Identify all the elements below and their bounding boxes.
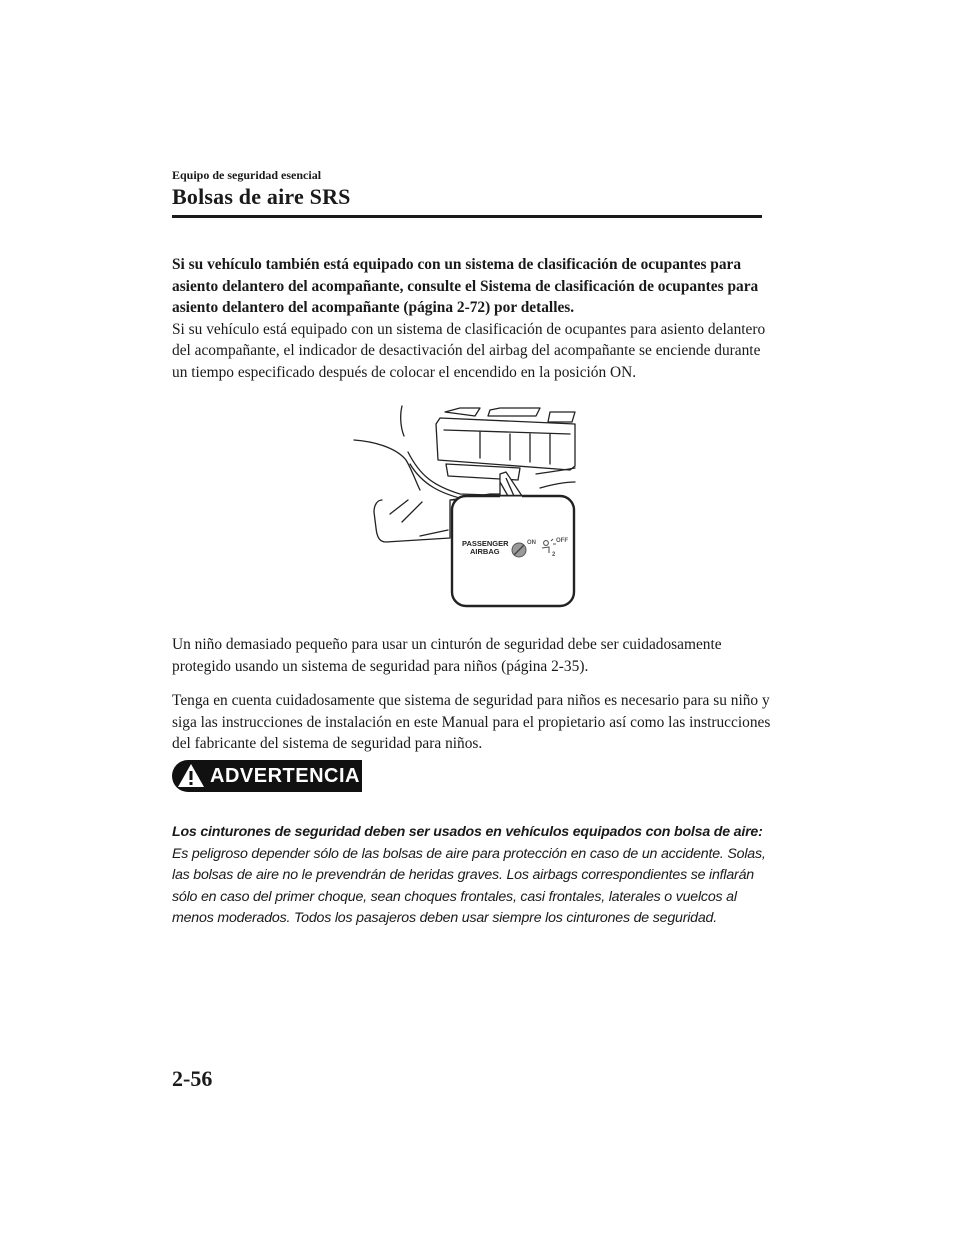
page-title: Bolsas de aire SRS — [172, 184, 351, 209]
off-label: OFF — [556, 538, 568, 544]
airbag-indicator-figure — [350, 404, 580, 610]
title-rule — [172, 215, 762, 218]
prohibited-icon — [512, 543, 526, 557]
instructions-paragraph: Tenga en cuenta cuidadosamente que sistema de seguridad para niños es necesario para su niño y siga las instrucciones de instalación en este Manual para el propietario así como las instrucciones del fabricante del sistema de seguridad para niños. — [172, 692, 771, 752]
warning-text — [172, 822, 772, 930]
page-number: 2-56 — [172, 1066, 213, 1091]
seat-number: 2 — [552, 552, 556, 558]
intro-block — [172, 254, 772, 383]
passenger-label: PASSENGER — [462, 539, 509, 548]
indicator-paragraph: Si su vehículo está equipado con un sistema de clasificación de ocupantes para asiento delantero del acompañante, el indicador de desactivación del airbag del acompañante se enciende durante un tiempo especificado después de colocar el encendido en la posición ON. — [172, 320, 766, 381]
warning-body: Es peligroso depender sólo de las bolsas de aire para protección en caso de un accidente. Solas, las bolsas de aire no le prevendrán de heridas graves. Los airbags correspondientes se inflarán sólo en caso del primer choque, sean choques frontales, casi frontales, laterales o vuelcos al menos moderados. Todos los pasajeros deben usar siempre los cinturones de seguridad. — [172, 845, 766, 926]
warning-heading: Los cinturones de seguridad deben ser usados en vehículos equipados con bolsa de aire: — [172, 824, 763, 840]
warning-label: ADVERTENCIA — [210, 764, 360, 787]
bold-paragraph: Si su vehículo también está equipado con un sistema de clasificación de ocupantes para asiento delantero del acompañante, consulte el Sistema de clasificación de ocupantes para asiento delantero del acompañante (página 2-72) por detalles. — [172, 256, 759, 316]
warning-banner — [172, 760, 362, 792]
airbag-label: AIRBAG — [470, 547, 500, 556]
section-label: Equipo de seguridad esencial — [172, 168, 322, 182]
warning-triangle-icon — [176, 762, 206, 790]
child-paragraph: Un niño demasiado pequeño para usar un cinturón de seguridad debe ser cuidadosamente protegido usando un sistema de seguridad para niños (página 2-35). — [172, 636, 722, 675]
on-label: ON — [527, 540, 536, 546]
